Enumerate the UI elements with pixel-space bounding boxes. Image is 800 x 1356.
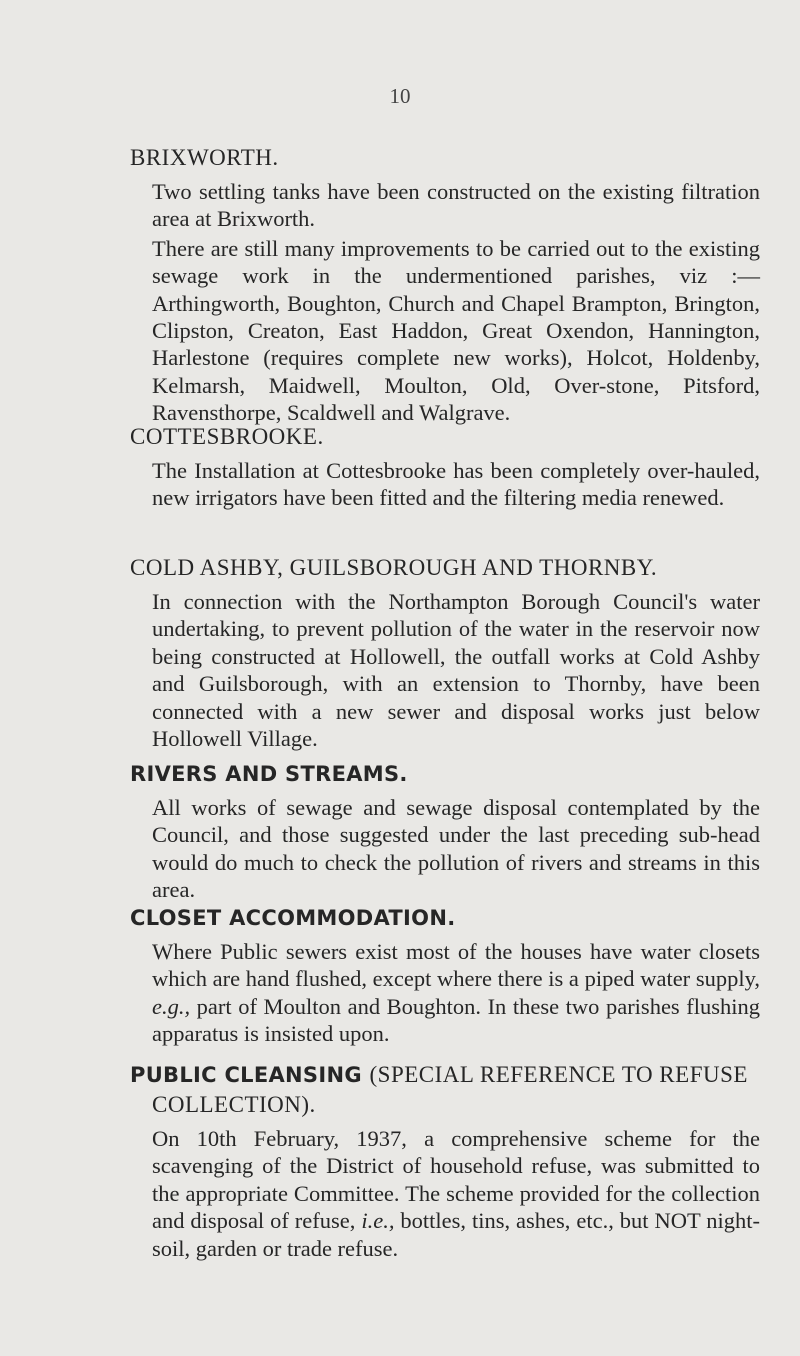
section-public-cleansing <box>130 1060 760 1262</box>
section-heading <box>130 1060 760 1090</box>
paragraph: All works of sewage and sewage disposal contemplated by the Council, and those suggested under the last preceding sub-head would do much to check the pollution of rivers and streams in this area. <box>152 795 760 903</box>
section-heading: COLD ASHBY, GUILSBOROUGH AND THORNBY. <box>130 555 658 580</box>
paragraph-text: part of Moulton and Boughton. In these two parishes flushing apparatus is insisted upon. <box>152 993 760 1047</box>
page-number: 10 <box>389 84 411 108</box>
section-cold-ashby <box>130 553 760 752</box>
paragraph-text: bottles, tins, ashes, etc., but NOT night-soil, garden or trade refuse. <box>152 1208 760 1261</box>
section-heading: BRIXWORTH. <box>130 145 279 170</box>
section-rivers-and-streams <box>130 760 760 904</box>
paragraph-text: Where Public sewers exist most of the houses have water closets which are hand flushed, except where there is a piped water supply, <box>152 939 760 992</box>
paragraph-italic: i.e., <box>361 1208 395 1234</box>
paragraph: Two settling tanks have been constructed on the existing filtration area at Brixworth. <box>152 179 760 232</box>
paragraph: The Installation at Cottesbrooke has been completely over-hauled, new irrigators have been fitted and the filtering media renewed. <box>152 458 760 511</box>
section-heading: RIVERS AND STREAMS. <box>130 762 408 786</box>
heading-rest-part: (SPECIAL REFERENCE TO REFUSE <box>369 1062 748 1087</box>
section-heading: CLOSET ACCOMMODATION. <box>130 906 456 930</box>
paragraph <box>130 1125 760 1262</box>
heading-bold-part: PUBLIC CLEANSING <box>130 1063 362 1087</box>
heading-continuation: COLLECTION). <box>152 1092 316 1117</box>
paragraph-text: On 10th February, 1937, a comprehensive scheme for the scavenging of the District of household refuse, was submitted to the appropriate Committee. The scheme provided for the collection and disposal of refuse, <box>152 1126 760 1234</box>
section-cottesbrooke <box>130 422 760 512</box>
section-brixworth <box>130 143 760 427</box>
paragraph-italic: e.g., <box>152 993 191 1019</box>
paragraph <box>130 938 760 1048</box>
paragraph: In connection with the Northampton Borough Council's water undertaking, to prevent pollution of the water in the reservoir now being constructed at Hollowell, the outfall works at Cold Ashby and Guilsborough, with an extension to Thornby, have been connected with a new sewer and disposal works just below Hollowell Village. <box>152 589 760 752</box>
paragraph: There are still many improvements to be carried out to the existing sewage work in the undermentioned parishes, viz :— Arthingworth, Boughton, Church and Chapel Brampton, Brington, Clipston, Creaton, East Haddon, Great Oxendon, Hannington, Harlestone (requires complete new works), Holcot, Holdenby, Kelmarsh, Maidwell, Moulton, Old, Over-stone, Pitsford, Ravensthorpe, Scaldwell and Walgrave. <box>152 235 760 426</box>
section-closet-accommodation <box>130 904 760 1048</box>
section-heading: COTTESBROOKE. <box>130 424 324 449</box>
